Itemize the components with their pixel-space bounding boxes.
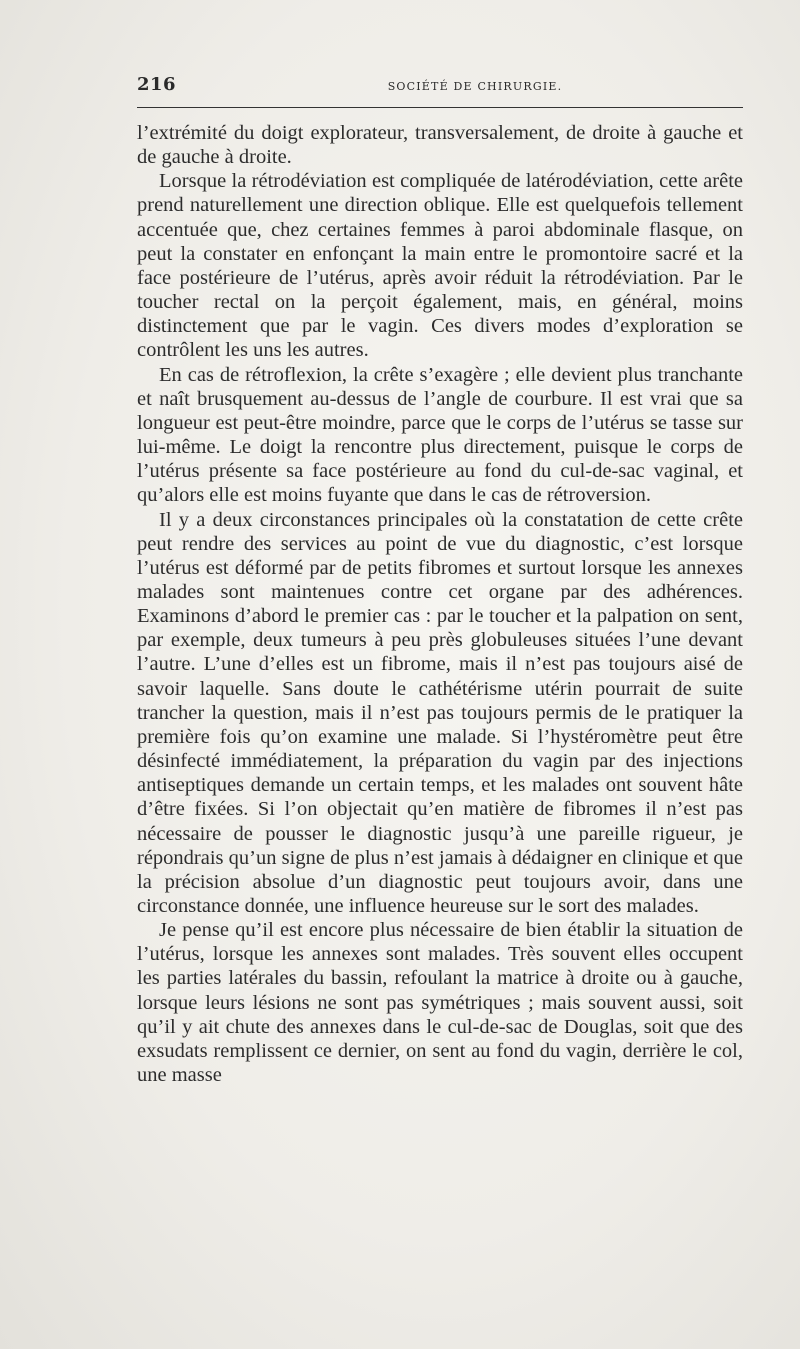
paragraph: Je pense qu’il est encore plus nécessaire de bien établir la situation de l’utérus, lorsque les annexes sont malades. Très souvent elles occupent les parties latérales du bassin, refoulant la matrice à droite ou à gauche, lorsque leurs lésions ne sont pas symétriques ; mais souvent aussi, soit qu’il y ait chute des annexes dans le cul-de-sac de Douglas, soit que des exsudats remplissent ce dernier, on sent au fond du vagin, derrière le col, une masse: [137, 919, 743, 1087]
paragraph-continuation: l’extrémité du doigt explorateur, transversalement, de droite à gauche et de gauche à droite.: [137, 122, 743, 169]
running-title: SOCIÉTÉ DE CHIRURGIE.: [387, 80, 563, 93]
paragraph: Il y a deux circonstances principales où la constatation de cette crête peut rendre des services au point de vue du diagnostic, c’est lorsque l’utérus est déformé par de petits fibromes et surtout lorsque les annexes malades sont maintenues contre cet organe par des adhérences. Examinons d’abord le premier cas : par le toucher et la palpation on sent, par exemple, deux tumeurs à peu près globuleuses situées l’une devant l’autre. L’une d’elles est un fibrome, mais il n’est pas toujours aisé de savoir laquelle. Sans doute le cathétérisme utérin pourrait de suite trancher la question, mais il n’est pas toujours permis de le pratiquer la première fois qu’on examine une malade. Si l’hystéromètre peut être désinfecté immédiatement, la préparation du vagin par des injections antiseptiques demande un certain temps, et les malades ont souvent hâte d’être fixées. Si l’on objectait qu’en matière de fibromes il n’est pas nécessaire de pousser le diagnostic jusqu’à une pareille rigueur, je répondrais qu’un signe de plus n’est jamais à dédaigner en clinique et que la précision absolue d’un diagnostic peut toujours avoir, dans une circonstance donnée, une influence heureuse sur le sort des malades.: [137, 508, 743, 917]
page-header: [137, 72, 743, 102]
page-number: 216: [137, 74, 177, 95]
paragraph: En cas de rétroflexion, la crête s’exagère ; elle devient plus tranchante et naît brusquement au-dessus de l’angle de courbure. Il est vrai que sa longueur est peut-être moindre, parce que le corps de l’utérus se tasse sur lui-même. Le doigt la rencontre plus directement, puisque le corps de l’utérus présente sa face postérieure au fond du cul-de-sac vaginal, et qu’alors elle est moins fuyante que dans le cas de rétroversion.: [137, 363, 743, 507]
header-rule: [137, 107, 743, 108]
paragraph: Lorsque la rétrodéviation est compliquée de latérodéviation, cette arête prend naturellement une direction oblique. Elle est quelquefois tellement accentuée que, chez certaines femmes à paroi abdominale flasque, on peut la constater en enfonçant la main entre le promontoire sacré et la face postérieure de l’utérus, après avoir réduit la rétrodéviation. Par le toucher rectal on la perçoit également, mais, en général, moins distinctement que par le vagin. Ces divers modes d’exploration se contrôlent les uns les autres.: [137, 170, 743, 362]
body-text: [137, 121, 743, 1087]
